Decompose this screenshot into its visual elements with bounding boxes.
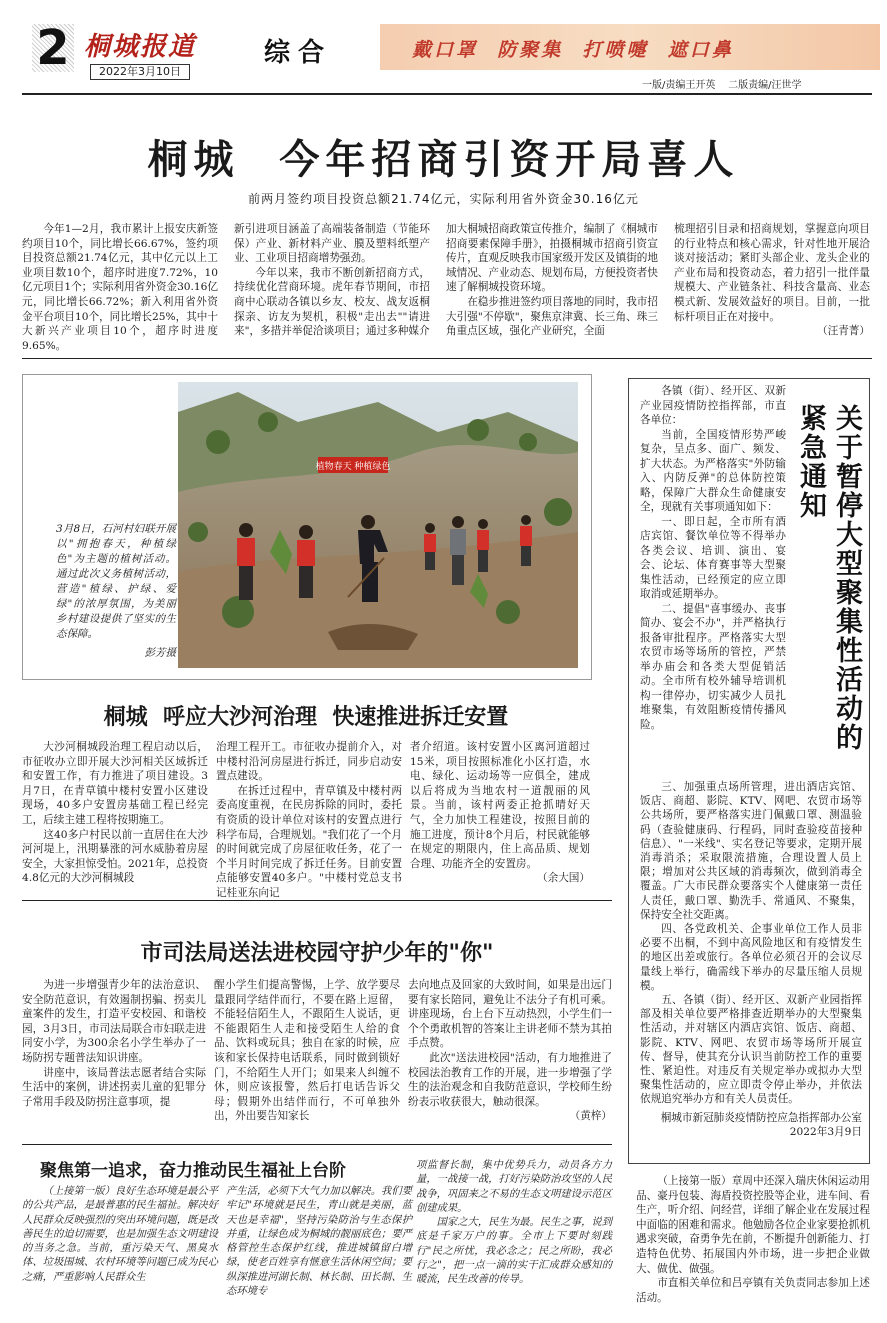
paragraph: 此次"送法进校园"活动，有力地推进了校园法治教育工作的开展，进一步增强了学生的法治观念和自我防范意识，学校师生纷纷表示收获很大，触动很深。	[408, 1051, 612, 1108]
editor-credits: 一版/责编王开英 二版责编/汪世学	[642, 80, 802, 91]
paragraph: 大沙河桐城段治理工程启动以后，市征收办立即开展大沙河相关区域拆迁和安置工作，有力推进了项目建设。3月7日，在青草镇中楼村安置小区建设现场，40多户安置房基础工程已经完工，后续主建工程将按期施工。	[22, 741, 208, 826]
story3-bottom-rule	[22, 1144, 612, 1145]
story4-column-2	[226, 1184, 412, 1298]
volunteer	[520, 515, 532, 566]
story2-column-2	[216, 740, 402, 901]
masthead-rule	[22, 93, 872, 95]
continued-story	[636, 1174, 870, 1305]
paragraph: 治理工程开工。市征收办提前介入，对中楼村沿河房屋进行拆迁，同步启动安置点建设。	[216, 741, 402, 783]
paragraph: 四、各党政机关、企事业单位工作人员非必要不出桐，不到中高风险地区和有疫情发生的地区出差或旅行。各单位必须召开的会议尽量线上举行，确需线下举办的尽量压缩人员规模。	[640, 923, 862, 992]
story3-column-1	[22, 978, 206, 1109]
paper-name: 桐城报道	[84, 32, 197, 62]
volunteer	[424, 523, 436, 570]
paragraph: 新引进项目涵盖了高端装备制造（节能环保）产业、新材料产业、膜及塑料纸塑产业、工业项目招商增势强劲。	[234, 223, 430, 265]
lead-subtitle: 前两月签约项目投资总额21.74亿元，实际利用省外资金30.16亿元	[248, 192, 639, 206]
notice-body-bottom	[640, 780, 862, 1139]
notice-date: 2022年3月9日	[789, 1125, 862, 1138]
page-number: 2	[32, 24, 74, 72]
story4-column-1	[22, 1184, 218, 1284]
story4-column-3	[416, 1158, 612, 1287]
paragraph: 者介绍道。该村安置小区离河道超过15米，项目按照标准化小区打造，水电、绿化、运动场等一应俱全，建成以后将成为当地农村一道靓丽的风景。当前，该村两委正抢抓晴好天气，全力加快工程建设，按照目前的施工进度，预计8个月后，村民就能够在规定的期限内，住上高品质、规划合理、功能齐全的安置房。	[410, 741, 590, 870]
notice-body-top	[640, 384, 786, 732]
byline: （汪青菁）	[817, 325, 870, 338]
paragraph: 市直相关单位和吕亭镇有关负责同志参加上述活动。	[636, 1277, 870, 1304]
lead-headline: 桐城 今年招商引资开局喜人	[147, 137, 740, 183]
story3-headline: 市司法局送法进校园守护少年的"你"	[140, 941, 494, 966]
photo-caption	[56, 522, 176, 661]
masthead	[22, 22, 872, 92]
paragraph: 国家之大，民生为最。民生之事，说到底是千家万户的事。全市上下要时刻践行"民之所忧，我必念之；民之所盼，我必行之"，把一点一滴的实干汇成群众感知的暖流，民生改善的传导。	[416, 1216, 612, 1286]
tree-planting-photo	[178, 382, 578, 668]
paragraph: 去向地点及回家的大致时间，如果是出远门要有家长陪同，避免让不法分子有机可乘。讲座现场，台上台下互动热烈，小学生们一个个勇敢机智的答案让主讲老师不禁为其拍手点赞。	[408, 979, 612, 1050]
story4-headline: 聚焦第一追求，奋力推动民生福祉上台阶	[40, 1161, 346, 1181]
paragraph: 五、各镇（街）、经开区、双新产业园指挥部及相关单位要严格排查近期举办的大型聚集性活动，并对辖区内酒店宾馆、饭店、商超、影院、KTV、网吧、农贸市场等场所开展宣传、督导，使其充分认识当前防控工作的重要性、紧迫性。对违反有关规定举办或拟办大型聚集性活动的，应立即责令停止举办，并依法依规追究举办方和有关人员责任。	[640, 994, 862, 1106]
issue-date: 2022年3月10日	[90, 64, 190, 80]
notice-headline: 关于暂停大型聚集性活动的紧急通知	[795, 404, 862, 752]
paragraph: （上接第一版）章周中还深入瑞庆休闲运动用品、豪丹包装、海盾投资控股等企业，进车间、看生产，听介绍、问经营，详细了解企业在发展过程中面临的困难和需求。他勉励各位企业家要抢抓机遇求突破，奋勇争先在前，不断提升创新能力、打造特色优势、拓展国内外市场，进一步把企业做大、做优、做强。	[636, 1175, 870, 1275]
paragraph: 为进一步增强青少年的法治意识、安全防范意识，有效遏制拐骗、拐卖儿童案件的发生，打造平安校园、和谐校园，3月3日，市司法局联合市妇联走进同安小学，为300余名小学生举办了一场防拐专题普法知识讲座。	[22, 979, 206, 1064]
story2-bottom-rule	[22, 900, 612, 901]
paragraph: （上接第一版）良好生态环境是最公平的公共产品，是最普惠的民生福祉。解决好人民群众反映强烈的突出环境问题，既是改善民生的迫切需要，也是加强生态文明建设的当务之急。当前，重污染天气、黑臭水体、垃圾围城、农村环境等问题已成为民心之痛，严重影响人民群众生	[22, 1185, 218, 1283]
paragraph: 在稳步推进签约项目落地的同时，我市招大引强"不停歇"，聚焦京津冀、长三角、珠三角重点区域，强化产业研究，全面	[446, 295, 658, 338]
lead-column-2	[234, 222, 430, 339]
lead-column-3	[446, 222, 658, 339]
photo-banner: 植物春天 种植绿色	[315, 462, 391, 472]
paragraph: 梳理招引目录和招商规划，掌握意向项目的行业特点和核心需求，针对性地开展洽谈对接活动；紧盯头部企业、龙头企业的产业布局和投资动态，着力招引一批伴量规模大、产业链条社、科技含量高、业态模式新、发展效益好的项目。目前，一批标杆项目正在对接中。	[674, 223, 870, 323]
story3-column-3	[408, 978, 612, 1124]
section-name: 综合	[264, 38, 333, 68]
paragraph: 今年以来，我市不断创新招商方式，持续优化营商环境。虎年春节期间，市招商中心联动各镇以乡友、校友、战友返桐探亲、访友为契机，积极"走出去""请进来"，多措并举促洽谈项目；通过多种媒介	[234, 266, 430, 338]
paragraph: 二、提倡"喜事缓办、丧事简办、宴会不办"，并严格执行报备审批程序。严格落实大型农贸市场等场所的管控，严禁举办庙会和各类大型促销活动。全市所有校外辅导培训机构一律停办，切实减少人员扎堆聚集，有效阻断疫情传播风险。	[640, 602, 786, 731]
story2-column-3	[410, 740, 590, 886]
paragraph: 项监督长制，集中优势兵力，动员各方力量，一战接一战，打好污染防治攻坚的人民战争，巩固来之不易的生态文明建设示范区创建成果。	[416, 1159, 612, 1214]
paragraph: 产生活，必须下大气力加以解决。我们要牢记"环境就是民生，青山就是美丽，蓝天也是幸福"，坚持污染防治与生态保护并重，让绿色成为桐城的靓丽底色；要严格管控生态保护红线，推进城镇留白增绿，使老百姓享有惬意生活休闲空间；要纵深推进河湖长制、林长制、田长制、生态环境专	[226, 1185, 412, 1298]
byline: （余大国）	[537, 872, 590, 885]
lead-column-4	[674, 222, 870, 339]
story3-column-2	[214, 978, 400, 1124]
notice-signature: 桐城市新冠肺炎疫情防控应急指挥部办公室	[660, 1111, 862, 1124]
paragraph: 加大桐城招商政策宣传推介，编制了《桐城市招商要素保障手册》，拍摄桐城市招商引资宣传片，直观反映我市国家级开发区及镇街的地域情况、产业动态、规划布局，方便投资者快速了解桐城投资环境。	[446, 223, 658, 294]
paragraph: 讲座中，该局普法志愿者结合实际生活中的案例，讲述拐卖儿童的犯罪分子常用手段及防拐注意事项，提	[22, 1066, 206, 1108]
paragraph: 这40多户村民以前一直居住在大沙河河堤上，汛期暴涨的河水威胁着房屋安全，大家担惊受怕。2021年，总投资4.8亿元的大沙河桐城段	[22, 828, 208, 885]
lead-column-1	[22, 222, 218, 353]
slogan-banner	[380, 24, 880, 70]
slogan-text: 戴口罩 防聚集 打喷嚏 遮口鼻	[412, 39, 734, 61]
paragraph: 今年1—2月，我市累计上报安庆新签约项目10个，同比增长66.67%，签约项目投资总额21.74亿元，其中亿元以上工业项目数10个，超序时进度7.72%，10亿元项目1个；实际利用省外资金30.16亿元，同比增长66.72%；新入利用省外资金平台项目10个，同比增长25%，其中十大新兴产业项目10个，超序时进度9.65%。	[22, 223, 218, 352]
byline: （黄梓）	[569, 1110, 612, 1123]
paragraph: 一、即日起，全市所有酒店宾馆、餐饮单位等不得举办各类会议、培训、演出、宴会、论坛、体育赛事等大型聚集性活动，已经预定的应立即取消或延期举办。	[640, 515, 786, 600]
story2-column-1	[22, 740, 208, 886]
paragraph: 三、加强重点场所管理，进出酒店宾馆、饭店、商超、影院、KTV、网吧、农贸市场等公共场所，要严格落实进门佩戴口罩、测温验码（查验健康码、行程码，同时查验疫苗接种信息）、"一米线"、实名登记等要求，定期开展消毒消杀；采取限流措施，合理设置人员上限；增加对公共区域的消毒频次，做到消毒全覆盖。广大市民群众要落实个人健康第一责任人责任，戴口罩、勤洗手、常通风、不聚集，保持安全社交距离。	[640, 781, 862, 921]
lead-bottom-rule	[22, 358, 872, 359]
paragraph: 醒小学生们提高警惕，上学、放学要尽量跟同学结伴而行，不要在路上逗留，不能轻信陌生人，不跟陌生人说话，更不能跟陌生人走和接受陌生人给的食品、饮料或玩具；独自在家的时候，应该和家长保持电话联系，同时做到锁好门，不给陌生人开门；如果来人纠缠不休，则应该报警，然后打电话告诉父母；假期外出结伴而行，不可单独外出，外出要告知家长	[214, 979, 400, 1123]
story2-headline: 桐城 呼应大沙河治理 快速推进拆迁安置	[103, 705, 509, 730]
caption-text: 3月8日，石河村妇联开展以"拥抱春天，种植绿色"为主题的植树活动。通过此次义务植树活动，营造"植绿、护绿、爱绿"的浓厚氛围，为美丽乡村建设提供了坚实的生态保障。	[56, 523, 176, 640]
notice-salutation: 各镇（街）、经开区、双新产业园疫情防控指挥部，市直各单位：	[640, 385, 786, 426]
photo-credit: 彭芳摄	[144, 647, 176, 659]
paragraph: 在拆迁过程中，青草镇及中楼村两委高度重视，在民房拆除的同时，委托有资质的设计单位对该村的安置点进行科学布局，合理规划。"我们花了一个月的时间就完成了房屋征收任务，花了一个半月时间完成了拆迁任务。目前安置点能够安置40多户。"中楼村党总支书记桂亚东向记	[216, 784, 402, 899]
paragraph: 当前，全国疫情形势严峻复杂，呈点多、面广、频发、扩大状态。为严格落实"外防输入、内防反弹"的总体防控策略，保障广大群众生命健康安全，现就有关事项通知如下：	[640, 428, 786, 513]
